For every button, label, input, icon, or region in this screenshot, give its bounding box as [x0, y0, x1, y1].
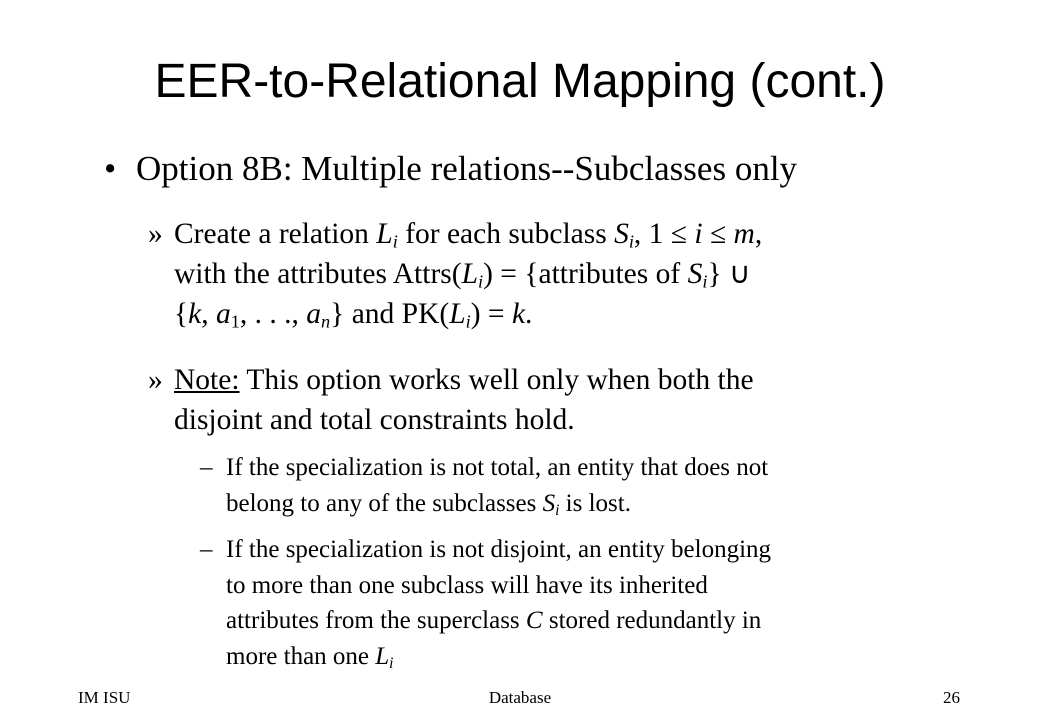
create-line-2: with the attributes $Attrs(L_i)$ = {attributes of $S_i$} ∪ — [174, 258, 751, 292]
dash-item-not-total — [200, 450, 768, 521]
sub-bullet-marker: » — [148, 364, 163, 396]
not-disjoint-line-2: to more than one subclass will have its inherited — [226, 571, 708, 599]
main-bullet — [104, 148, 797, 190]
footer-center: Database — [488, 688, 552, 707]
not-total-line-2: belong to any of the subclasses $S_i$ is lost. — [226, 489, 631, 519]
sub-bullet-note — [148, 360, 754, 440]
footer-left: IM ISU — [78, 688, 131, 707]
not-disjoint-line-4: more than one $L_i$ — [226, 642, 394, 672]
create-line-3: {k, $a_1$, . . ., $a_n$} and $PK(L_i) = k$. — [174, 298, 533, 332]
create-line-1: Create a relation $L_i$ for each subclass $S_i$, 1 ≤ i ≤ m, — [174, 218, 763, 252]
note-line-1: This option works well only when both the — [239, 364, 754, 396]
note-label: Note: — [174, 364, 240, 396]
slide-title: EER-to-Relational Mapping (cont.) — [154, 55, 886, 108]
note-line-2: disjoint and total constraints hold. — [174, 404, 575, 436]
dash-marker: – — [200, 536, 213, 563]
dash-item-not-disjoint — [200, 532, 771, 674]
union-symbol: ∪ — [728, 258, 751, 290]
not-disjoint-line-1: If the specialization is not disjoint, an entity belonging — [226, 536, 772, 563]
not-total-line-1: If the specialization is not total, an entity that does not — [226, 454, 769, 481]
sub-bullet-marker: » — [148, 218, 163, 250]
page-number: 26 — [943, 688, 960, 707]
dash-marker: – — [200, 454, 213, 481]
main-bullet-text: Option 8B: Multiple relations--Subclasses only — [136, 149, 798, 188]
not-disjoint-line-3: attributes from the superclass C stored redundantly in — [226, 607, 762, 634]
sub-bullet-create-relation — [148, 214, 762, 334]
bullet-icon: • — [104, 149, 117, 188]
